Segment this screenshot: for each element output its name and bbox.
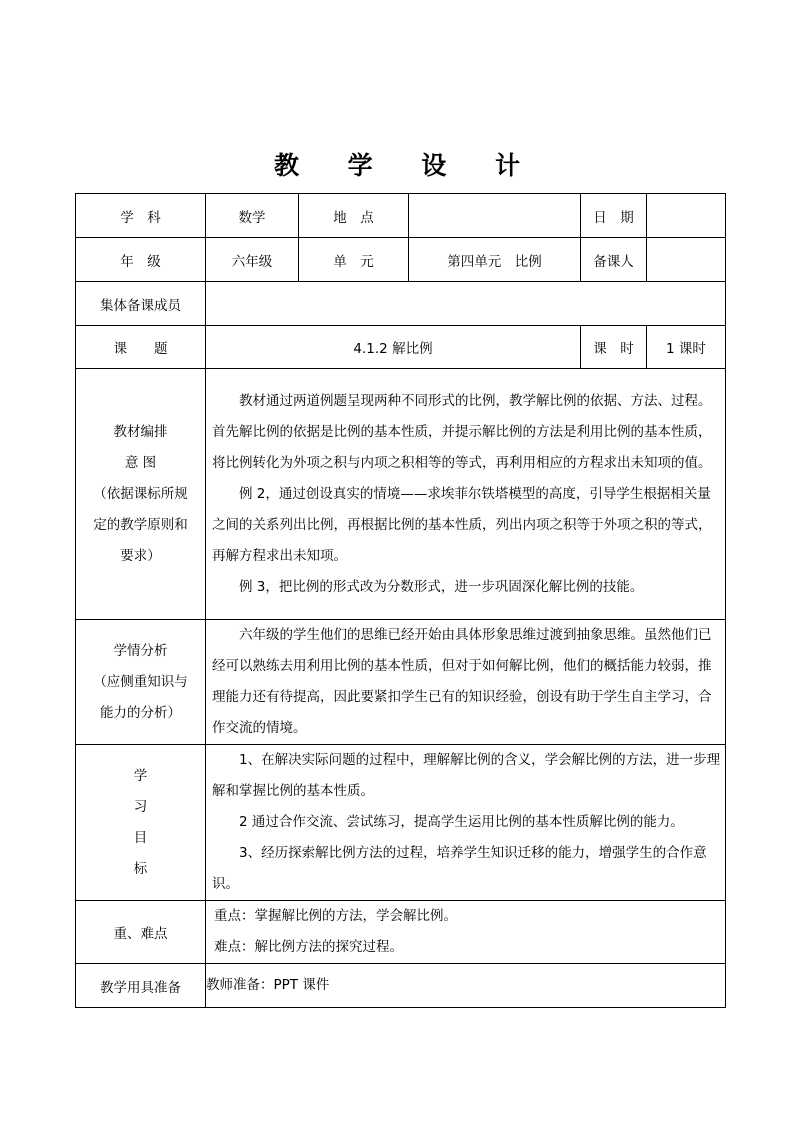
- tools-value: 教师准备：PPT 课件: [206, 964, 726, 1008]
- textbook-label-line: （依据课标所规: [93, 485, 188, 502]
- date-label: 日 期: [581, 194, 647, 238]
- analysis-label-line: （应侧重知识与: [93, 673, 188, 690]
- unit-label: 单 元: [299, 238, 409, 282]
- analysis-label-line: 学情分析: [113, 642, 168, 659]
- analysis-content: [206, 620, 726, 745]
- textbook-label: [76, 369, 206, 620]
- textbook-label-line: 教材编排: [113, 423, 168, 440]
- row-topic: [76, 326, 726, 369]
- textbook-paragraph: 例 3，把比例的形式改为分数形式，进一步巩固深化解比例的技能。: [239, 578, 644, 595]
- difficult-point: 难点：解比例方法的探究过程。: [214, 939, 403, 955]
- preparer-label: 备课人: [581, 238, 647, 282]
- textbook-paragraph: 例 2，通过创设真实的情境——求埃菲尔铁塔模型的高度，引导学生根据相关量之间的关系列出比例，再根据比例的基本性质，列出内项之积等于外项之积的等式，再解方程求出未知项。: [212, 485, 712, 564]
- tools-label: 教学用具准备: [76, 964, 206, 1008]
- subject-value: 数学: [206, 194, 299, 238]
- row-grade: [76, 238, 726, 282]
- textbook-label-line: 定的教学原则和: [93, 516, 188, 533]
- row-members: [76, 282, 726, 326]
- analysis-label: [76, 620, 206, 745]
- analysis-label-line: 能力的分析）: [100, 704, 181, 721]
- members-value[interactable]: [206, 282, 726, 326]
- textbook-label-line: 意 图: [124, 454, 157, 471]
- keypoints-label: 重、难点: [76, 901, 206, 964]
- row-goals: [76, 745, 726, 901]
- grade-label: 年 级: [76, 238, 206, 282]
- grade-value: 六年级: [206, 238, 299, 282]
- date-value[interactable]: [647, 194, 726, 238]
- topic-label: 课 题: [76, 326, 206, 369]
- topic-value: 4.1.2 解比例: [206, 326, 581, 369]
- goals-label-line: 习: [133, 798, 148, 815]
- preparer-value[interactable]: [647, 238, 726, 282]
- row-keypoints: [76, 901, 726, 964]
- goals-label: [76, 745, 206, 901]
- goals-label-line: 目: [133, 829, 148, 846]
- row-analysis: [76, 620, 726, 745]
- page-title: 教 学 设 计: [273, 151, 541, 180]
- hours-value: 1 课时: [647, 326, 726, 369]
- goals-paragraph: 3、经历探索解比例方法的过程，培养学生知识迁移的能力，增强学生的合作意识。: [212, 845, 707, 892]
- row-subject: [76, 194, 726, 238]
- row-textbook: [76, 369, 726, 620]
- textbook-content: [206, 369, 726, 620]
- unit-value: 第四单元 比例: [409, 238, 581, 282]
- goals-paragraph: 2 通过合作交流、尝试练习，提高学生运用比例的基本性质解比例的能力。: [239, 814, 684, 830]
- place-value[interactable]: [409, 194, 581, 238]
- keypoints-content: [206, 901, 726, 964]
- hours-label: 课 时: [581, 326, 647, 369]
- goals-content: [206, 745, 726, 901]
- row-tools: [76, 964, 726, 1008]
- place-label: 地 点: [299, 194, 409, 238]
- lesson-plan-table: [75, 193, 726, 1008]
- members-label: 集体备课成员: [76, 282, 206, 326]
- analysis-paragraph: 六年级的学生他们的思维已经开始由具体形象思维过渡到抽象思维。虽然他们已经可以熟练去用利用比例的基本性质，但对于如何解比例，他们的概括能力较弱，推理能力还有待提高，因此要紧扣学生已有的知识经验，创设有助于学生自主学习，合作交流的情境。: [212, 627, 712, 736]
- goals-label-line: 标: [133, 860, 148, 877]
- goals-paragraph: 1、在解决实际问题的过程中，理解解比例的含义，学会解比例的方法，进一步理解和掌握比例的基本性质。: [212, 752, 721, 799]
- textbook-label-line: 要求）: [120, 547, 161, 564]
- subject-label: 学 科: [76, 194, 206, 238]
- textbook-paragraph: 教材通过两道例题呈现两种不同形式的比例，教学解比例的依据、方法、过程。首先解比例的依据是比例的基本性质，并提示解比例的方法是利用比例的基本性质，将比例转化为外项之积与内项之积相等的等式，再利用相应的方程求出未知项的值。: [212, 392, 712, 471]
- goals-label-line: 学: [133, 767, 148, 784]
- key-point: 重点：掌握解比例的方法，学会解比例。: [214, 908, 457, 924]
